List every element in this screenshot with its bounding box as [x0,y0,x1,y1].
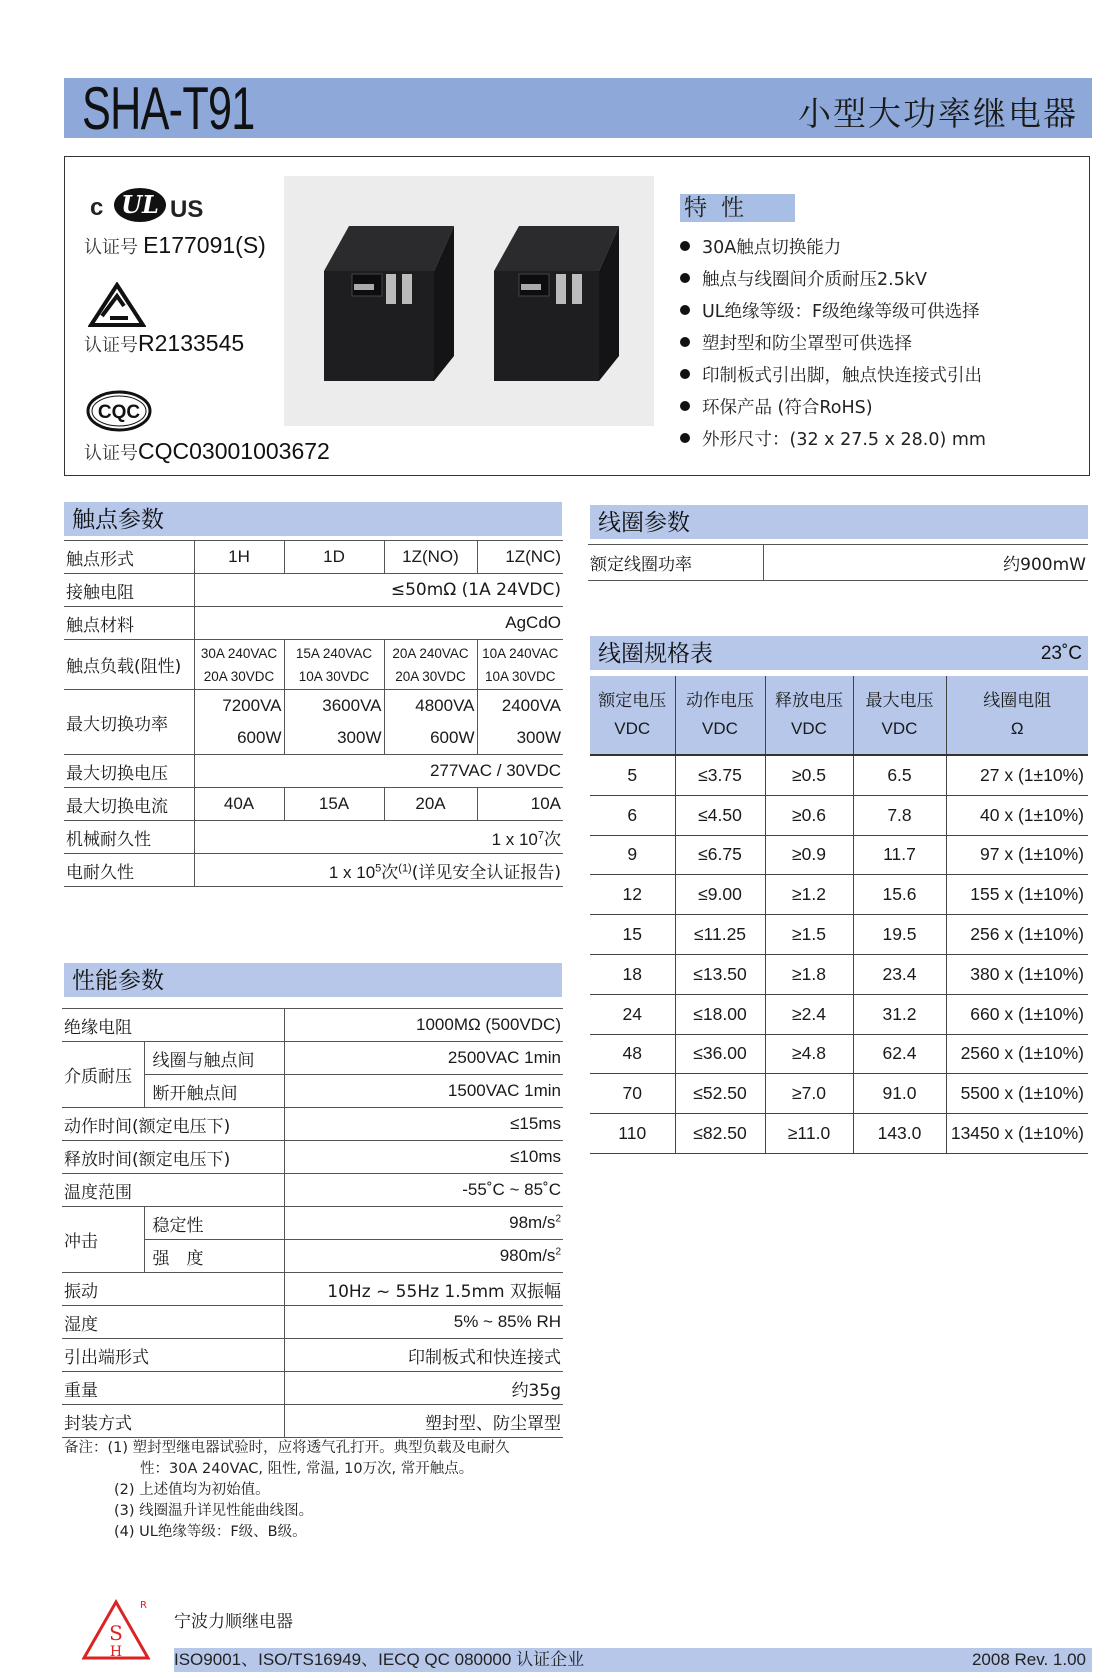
spec-header-cell: 最大电压 VDC [853,676,946,755]
notes [64,1438,584,1543]
coil-power-label: 额定线圈功率 [588,545,763,581]
spec-header-row [590,676,1088,755]
table-row: 18 ≤13.50 ≥1.8 23.4 380 x (1±10%) [590,954,1088,994]
feature-item: 印制板式引出脚，触点快连接式引出 [680,360,986,392]
note-line: 备注：(1) 塑封型继电器试验时，应将透气孔打开。典型负载及电耐久 [64,1440,510,1456]
bullet-icon [680,401,690,411]
open-contact-label: 断开触点间 [144,1075,284,1108]
tuv-cert-label: 认证号 [84,335,138,356]
feature-item: 30A触点切换能力 [680,232,986,264]
header-bar [64,75,1092,142]
release-time-value: ≤10ms [284,1141,563,1174]
table-row: 48 ≤36.00 ≥4.8 62.4 2560 x (1±10%) [590,1034,1088,1074]
resistance-value: ≤50mΩ (1A 24VDC) [194,574,563,607]
max-current-value: 10A [477,788,563,821]
table-row [62,1108,563,1141]
ul-us-letters: US [170,196,204,223]
ul-cert-number: E177091(S) [143,232,266,258]
cqc-mark-text: CQC [97,402,141,423]
material-value: AgCdO [194,607,563,640]
table-row [62,1339,563,1372]
operate-time-label: 动作时间(额定电压下) [62,1108,284,1141]
table-row [64,821,563,854]
ul-c-letter: c [90,194,104,221]
max-current-value: 20A [384,788,477,821]
coil-spec-table [590,676,1088,1154]
temperature-label: 温度范围 [62,1174,284,1207]
form-1z-no: 1Z(NO) [384,541,477,574]
insulation-value: 1000MΩ (500VDC) [284,1009,563,1042]
load-cell: 15A 240VAC 10A 30VDC [284,640,384,690]
model-number: SHA-T91 [82,75,255,142]
ul-mark [88,186,208,228]
table-row [64,788,563,821]
table-row [62,1009,563,1042]
material-label: 触点材料 [64,607,194,640]
ul-cert-label: 认证号 [84,237,138,258]
note-line: (4) UL绝缘等级：F级、B级。 [114,1524,307,1540]
load-label: 触点负载(阻性) [64,640,194,690]
feature-item: 塑封型和防尘罩型可供选择 [680,328,986,360]
max-voltage-label: 最大切换电压 [64,755,194,788]
shock-label: 冲击 [62,1207,144,1273]
product-title: 小型大功率继电器 [798,94,1078,133]
contact-section-heading: 触点参数 [64,502,562,536]
table-row [62,1207,563,1240]
temperature-value: -55˚C ~ 85˚C [284,1174,563,1207]
table-row: 5 ≤3.75 ≥0.5 6.5 27 x (1±10%) [590,755,1088,795]
bullet-icon [680,273,690,283]
operate-time-value: ≤15ms [284,1108,563,1141]
spec-temperature: 23˚C [1040,643,1082,664]
cqc-logo-icon [86,390,152,432]
spec-header-cell: 额定电压 VDC [590,676,675,755]
bullet-icon [680,241,690,251]
tuv-triangle-icon [88,282,146,328]
table-row [64,607,563,640]
company-name: 宁波力顺继电器 [174,1612,293,1632]
vibration-value: 10Hz ~ 55Hz 1.5mm 双振幅 [284,1273,563,1306]
ul-cert [84,232,266,259]
performance-table [62,1008,563,1438]
elec-endurance-value: 1 x $10^5$次$^{(1)}$(详见安全认证报告) [194,854,563,887]
max-voltage-value: 277VAC / 30VDC [194,755,563,788]
load-cell: 20A 240VAC 20A 30VDC [384,640,477,690]
table-row: 110 ≤82.50 ≥11.0 143.0 13450 x (1±10%) [590,1114,1088,1154]
insulation-label: 绝缘电阻 [62,1009,284,1042]
table-row: 12 ≤9.00 ≥1.2 15.6 155 x (1±10%) [590,875,1088,915]
bullet-icon [680,433,690,443]
coil-contact-value: 2500VAC 1min [284,1042,563,1075]
table-row: 6 ≤4.50 ≥0.6 7.8 40 x (1±10%) [590,795,1088,835]
shock-stability-label: 稳定性 [144,1207,284,1240]
table-row: 24 ≤18.00 ≥2.4 31.2 660 x (1±10%) [590,994,1088,1034]
table-row [62,1372,563,1405]
product-photo [284,176,654,426]
spec-section-heading [590,636,1088,670]
feature-item: UL绝缘等级：F级绝缘等级可供选择 [680,296,986,328]
mech-endurance-value: 1 x $10^7$次 [194,821,563,854]
table-row [62,1273,563,1306]
vibration-label: 振动 [62,1273,284,1306]
table-row [64,854,563,887]
cqc-cert-number: CQC03001003672 [138,438,330,464]
resistance-label: 接触电阻 [64,574,194,607]
shock-strength-value: $980m/s^2$ [284,1240,563,1273]
power-cell: 2400VA 300W [477,690,563,755]
form-1d: 1D [284,541,384,574]
table-row: 15 ≤11.25 ≥1.5 19.5 256 x (1±10%) [590,915,1088,955]
table-row [62,1042,563,1075]
revision-text: 2008 Rev. 1.00 [971,1650,1086,1669]
table-row [64,755,563,788]
power-cell: 3600VA 300W [284,690,384,755]
registered-mark: R [140,1600,147,1611]
form-1z-nc: 1Z(NC) [477,541,563,574]
terminal-value: 印制板式和快连接式 [284,1339,563,1372]
contact-table [64,540,563,887]
dielectric-label: 介质耐压 [62,1042,144,1108]
note-line: (3) 线圈温升详见性能曲线图。 [114,1503,314,1519]
company-logo-icon [80,1596,152,1662]
table-row [64,574,563,607]
table-row [588,545,1088,581]
table-row [64,640,563,690]
table-row [62,1174,563,1207]
weight-value: 约35g [284,1372,563,1405]
release-time-label: 释放时间(额定电压下) [62,1141,284,1174]
svg-text:UL: UL [121,190,159,219]
bullet-icon [680,305,690,315]
note-line: 性：30A 240VAC, 阻性, 常温, 10万次, 常开触点。 [140,1461,474,1477]
table-row: 9 ≤6.75 ≥0.9 11.7 97 x (1±10%) [590,835,1088,875]
shock-stability-value: $98m/s^2$ [284,1207,563,1240]
coil-section-heading: 线圈参数 [590,505,1088,539]
cqc-cert [84,438,330,465]
max-current-label: 最大切换电流 [64,788,194,821]
table-row [62,1306,563,1339]
spec-header-cell: 动作电压 VDC [675,676,765,755]
humidity-value: 5% ~ 85% RH [284,1306,563,1339]
feature-item: 环保产品 (符合RoHS) [680,392,986,424]
spec-header-cell: 线圈电阻 Ω [946,676,1088,755]
svg-text:S: S [109,1621,123,1645]
weight-label: 重量 [62,1372,284,1405]
coil-power-value: 约900mW [763,545,1088,581]
terminal-label: 引出端形式 [62,1339,284,1372]
ul-logo-icon [112,186,168,224]
package-value: 塑封型、防尘罩型 [284,1405,563,1438]
form-1h: 1H [194,541,284,574]
bullet-icon [680,369,690,379]
max-current-value: 40A [194,788,284,821]
coil-contact-label: 线圈与触点间 [144,1042,284,1075]
max-current-value: 15A [284,788,384,821]
relay-illustration [284,176,654,426]
cqc-cert-label: 认证号 [84,443,138,464]
table-row [62,1141,563,1174]
humidity-label: 湿度 [62,1306,284,1339]
feature-item: 外形尺寸：(32 x 27.5 x 28.0) mm [680,424,986,456]
certification-text: ISO9001、ISO/TS16949、IECQ QC 080000 认证企业 [174,1650,585,1669]
table-row [64,541,563,574]
performance-section-heading: 性能参数 [64,963,562,997]
table-row: 70 ≤52.50 ≥7.0 91.0 5500 x (1±10%) [590,1074,1088,1114]
note-line: (2) 上述值均为初始值。 [114,1482,270,1498]
footer-bar [174,1648,1092,1672]
tuv-cert [84,330,244,357]
coil-table [588,544,1088,581]
spec-heading-text: 线圈规格表 [598,641,713,667]
features-heading: 特性 [680,194,795,222]
spec-header-cell: 释放电压 VDC [765,676,853,755]
feature-item: 触点与线圈间介质耐压2.5kV [680,264,986,296]
power-cell: 7200VA 600W [194,690,284,755]
table-row [64,690,563,755]
mech-endurance-label: 机械耐久性 [64,821,194,854]
power-label: 最大切换功率 [64,690,194,755]
elec-endurance-label: 电耐久性 [64,854,194,887]
shock-strength-label: 强 度 [144,1240,284,1273]
features-list [680,232,986,456]
svg-text:H: H [109,1644,123,1660]
package-label: 封装方式 [62,1405,284,1438]
bullet-icon [680,337,690,347]
power-cell: 4800VA 600W [384,690,477,755]
table-row [62,1405,563,1438]
load-cell: 30A 240VAC 20A 30VDC [194,640,284,690]
form-label: 触点形式 [64,541,194,574]
load-cell: 10A 240VAC 10A 30VDC [477,640,563,690]
open-contact-value: 1500VAC 1min [284,1075,563,1108]
tuv-cert-number: R2133545 [138,330,245,356]
